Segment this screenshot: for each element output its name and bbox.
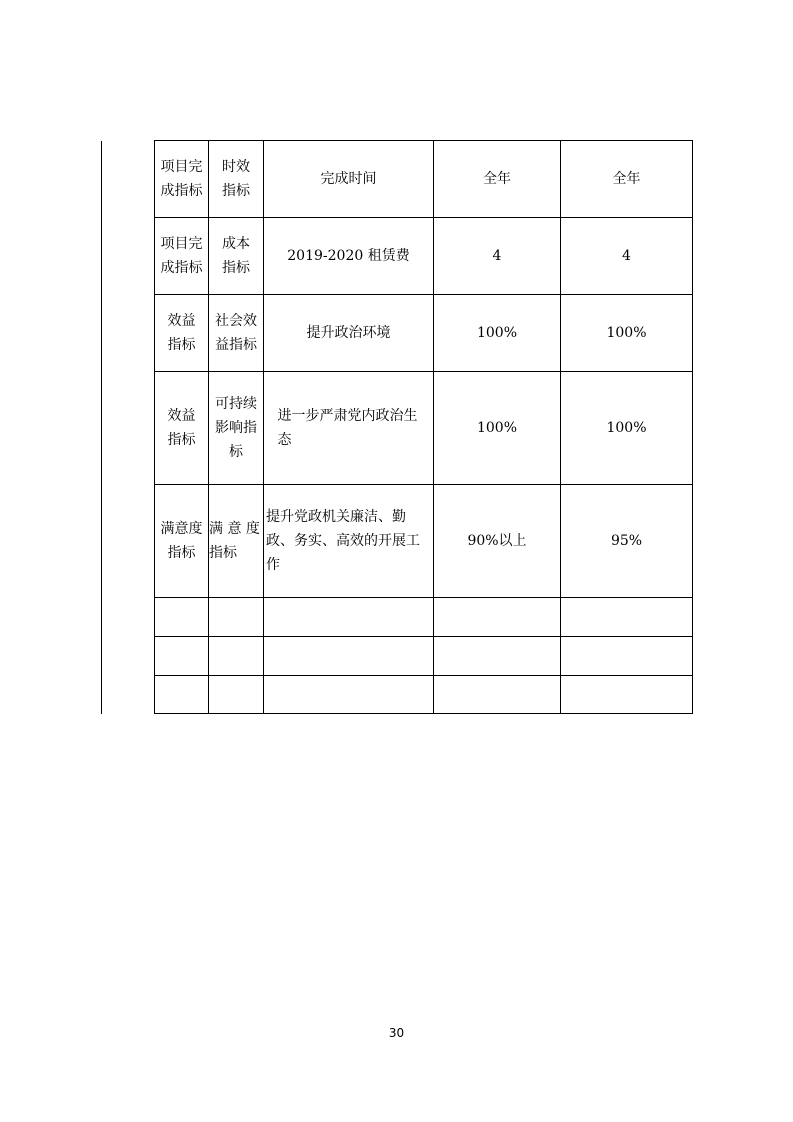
- actual-value-cell: 4: [561, 218, 693, 295]
- table-row: [102, 141, 693, 218]
- level1-indicator-cell: 项目完成指标: [155, 218, 209, 295]
- actual-value-cell: [561, 676, 693, 714]
- indicator-cell: [264, 676, 434, 714]
- level1-indicator-cell: [155, 598, 209, 637]
- target-value-cell: 90%以上: [434, 485, 561, 598]
- actual-value-cell: 100%: [561, 372, 693, 485]
- table-row: [102, 372, 693, 485]
- target-value-cell: 4: [434, 218, 561, 295]
- level2-indicator-cell: [209, 637, 264, 676]
- level2-indicator-cell: [209, 598, 264, 637]
- table-row: [102, 676, 693, 714]
- table-row: [102, 637, 693, 676]
- target-value-cell: [434, 637, 561, 676]
- indicator-cell: 完成时间: [264, 141, 434, 218]
- target-value-cell: [434, 598, 561, 637]
- table-row: [102, 295, 693, 372]
- page-number: 30: [388, 1026, 405, 1040]
- table-row: [102, 598, 693, 637]
- merged-category-cell: [102, 141, 155, 714]
- level1-indicator-cell: 项目完成指标: [155, 141, 209, 218]
- level2-indicator-cell: 满 意 度指标: [209, 485, 264, 598]
- indicator-cell: [264, 598, 434, 637]
- indicator-cell: 进一步严肃党内政治生态: [264, 372, 434, 485]
- performance-indicator-table: [101, 140, 693, 714]
- level1-indicator-cell: [155, 676, 209, 714]
- target-value-cell: 100%: [434, 295, 561, 372]
- level1-indicator-cell: 满意度指标: [155, 485, 209, 598]
- level1-indicator-cell: [155, 637, 209, 676]
- indicator-cell: 提升党政机关廉洁、勤政、务实、高效的开展工作: [264, 485, 434, 598]
- actual-value-cell: [561, 598, 693, 637]
- actual-value-cell: 全年: [561, 141, 693, 218]
- level2-indicator-cell: 可持续影响指标: [209, 372, 264, 485]
- level2-indicator-cell: 成本指标: [209, 218, 264, 295]
- actual-value-cell: [561, 637, 693, 676]
- level2-indicator-cell: 时效指标: [209, 141, 264, 218]
- target-value-cell: [434, 676, 561, 714]
- indicator-cell: [264, 637, 434, 676]
- level1-indicator-cell: 效益指标: [155, 372, 209, 485]
- indicator-cell: 2019-2020 租赁费: [264, 218, 434, 295]
- table-row: [102, 218, 693, 295]
- level2-indicator-cell: 社会效益指标: [209, 295, 264, 372]
- level2-indicator-cell: [209, 676, 264, 714]
- table-row: [102, 485, 693, 598]
- indicator-cell: 提升政治环境: [264, 295, 434, 372]
- target-value-cell: 全年: [434, 141, 561, 218]
- level1-indicator-cell: 效益指标: [155, 295, 209, 372]
- target-value-cell: 100%: [434, 372, 561, 485]
- actual-value-cell: 95%: [561, 485, 693, 598]
- actual-value-cell: 100%: [561, 295, 693, 372]
